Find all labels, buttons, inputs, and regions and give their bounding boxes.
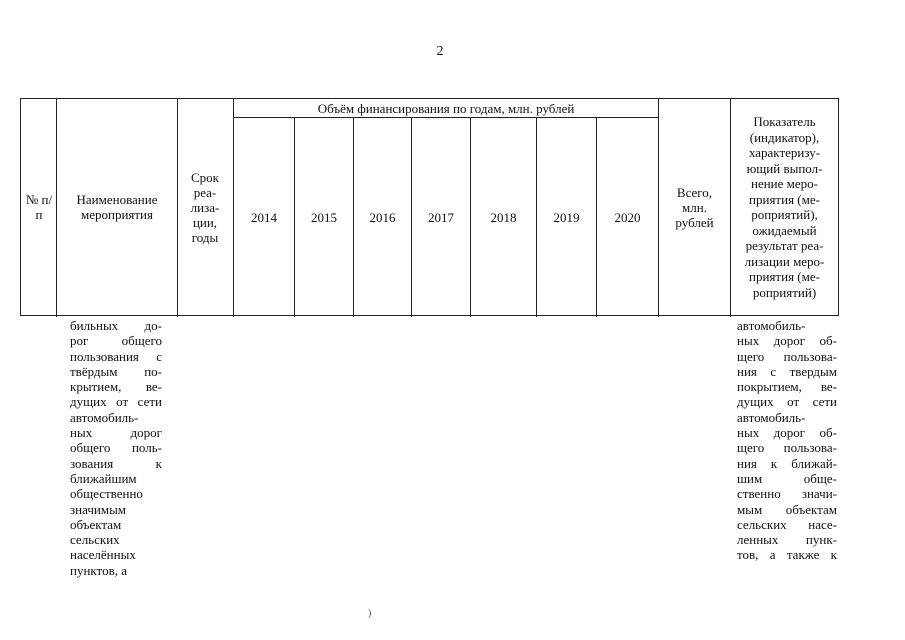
- header-term: Срок реа-лиза-ции, годы: [190, 169, 220, 245]
- indicator-line: шим обще-: [737, 470, 837, 486]
- indicator-line: ния к ближай-: [737, 455, 837, 471]
- header-year: 2016: [369, 209, 396, 225]
- name-line: дущих от сети: [70, 394, 162, 410]
- page-number: 2: [436, 44, 444, 59]
- indicator-line: покрытием, ве-: [737, 379, 837, 395]
- indicator-line: тов, а также к: [737, 547, 837, 563]
- name-line: общего поль-: [70, 440, 162, 456]
- header-financing-title: Объём финансирования по годам, млн. рублей: [317, 100, 575, 116]
- indicator-line: автомобиль-: [737, 409, 806, 425]
- indicator-line: сельских насе-: [737, 516, 837, 532]
- header-indicator: Показатель (индикатор), характеризу-ющий выпол-нение меро-приятия (ме-роприятий), ожидаемый результат реа-лизации меро-приятия (ме-роприятий): [744, 114, 825, 300]
- header-year: 2020: [614, 209, 641, 225]
- name-line: значимым: [70, 501, 127, 517]
- name-line: рог общего: [70, 333, 162, 349]
- header-year: 2019: [553, 209, 580, 225]
- name-line: населённых: [70, 547, 136, 563]
- name-line: общественно: [70, 486, 143, 502]
- name-line: крытием, ве-: [70, 379, 162, 395]
- header-total: Всего, млн. рублей: [675, 184, 714, 230]
- name-line: автомобиль-: [70, 409, 139, 425]
- indicator-line: автомобиль-: [737, 318, 806, 333]
- header-year: 2015: [311, 209, 337, 225]
- header-num: № п/п: [25, 192, 53, 222]
- name-line: зования к: [70, 455, 162, 471]
- name-column-text: [70, 318, 162, 578]
- indicator-line: ленных пунк-: [737, 532, 837, 548]
- header-year: 2014: [251, 209, 277, 225]
- header-year: 2017: [428, 209, 454, 225]
- indicator-line: мым объектам: [737, 501, 837, 517]
- indicator-line: ных дорог об-: [737, 425, 837, 441]
- name-line: сельских: [70, 532, 120, 548]
- indicator-line: дущих от сети: [737, 394, 837, 410]
- name-line: объектам: [70, 516, 122, 532]
- indicator-line: ных дорог об-: [737, 333, 837, 349]
- indicator-column-text: [737, 318, 837, 563]
- header-year: 2018: [490, 209, 517, 225]
- indicator-line: щего пользова-: [737, 440, 837, 456]
- table-header: [20, 98, 839, 316]
- name-line: твёрдым по-: [70, 363, 162, 379]
- indicator-line: ственно значи-: [737, 486, 837, 502]
- header-name: Наименование мероприятия: [76, 192, 158, 222]
- name-line: ных дорог: [70, 425, 162, 441]
- scan-speck: ): [368, 608, 372, 619]
- name-line: ближайшим: [70, 470, 137, 486]
- indicator-line: щего пользова-: [737, 348, 837, 364]
- name-line: бильных до-: [70, 318, 162, 333]
- name-line: пунктов, а: [70, 562, 127, 578]
- name-line: пользования с: [70, 348, 162, 364]
- indicator-line: ния с твердым: [737, 363, 837, 379]
